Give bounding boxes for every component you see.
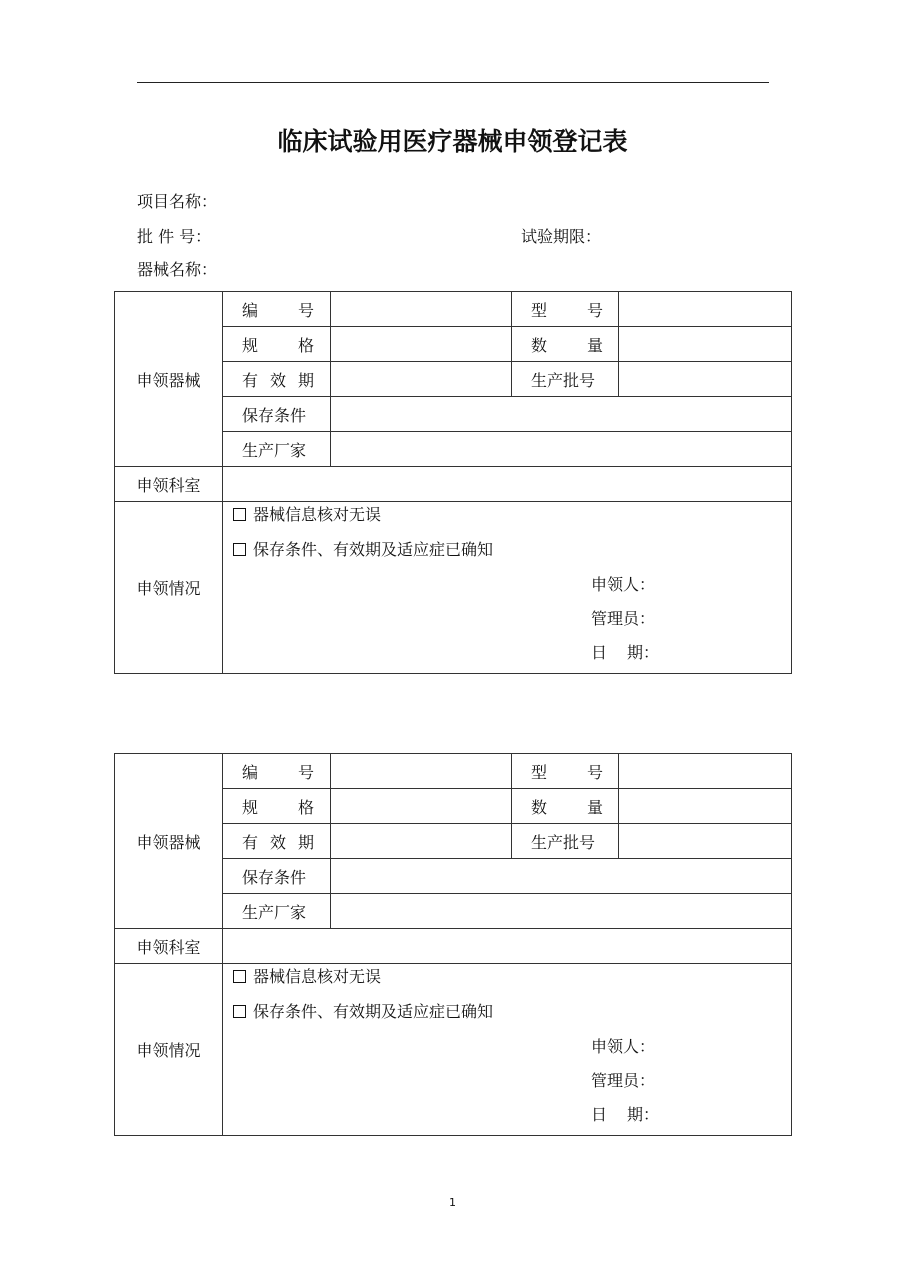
expiry-label: 有 效 期 xyxy=(223,824,331,859)
date-label: 日 期： xyxy=(591,643,660,662)
manufacturer-label: 生产厂家 xyxy=(223,894,331,929)
date-label: 日 期： xyxy=(591,1105,660,1124)
spec-value[interactable] xyxy=(331,327,512,362)
check-item-device-info[interactable]: 器械信息核对无误 xyxy=(233,967,381,987)
spec-value[interactable] xyxy=(331,789,512,824)
checkbox-icon[interactable] xyxy=(233,1005,246,1018)
model-label: 型 号 xyxy=(512,292,619,327)
model-label: 型 号 xyxy=(512,754,619,789)
check-item-storage[interactable]: 保存条件、有效期及适应症已确知 xyxy=(233,540,493,560)
status-cell xyxy=(223,502,792,674)
storage-value[interactable] xyxy=(331,859,792,894)
department-label: 申领科室 xyxy=(115,929,223,964)
manufacturer-value[interactable] xyxy=(331,894,792,929)
manager-label: 管理员： xyxy=(591,609,656,628)
production-batch-value[interactable] xyxy=(619,362,792,397)
checkbox-icon[interactable] xyxy=(233,970,246,983)
code-label: 编 号 xyxy=(223,292,331,327)
quantity-label: 数 量 xyxy=(512,789,619,824)
production-batch-label: 生产批号 xyxy=(512,824,619,859)
requisition-table-1 xyxy=(114,291,792,674)
applicant-label: 申领人： xyxy=(591,1037,656,1056)
quantity-label: 数 量 xyxy=(512,327,619,362)
check-item-device-info[interactable]: 器械信息核对无误 xyxy=(233,505,381,525)
department-value[interactable] xyxy=(223,467,792,502)
storage-label: 保存条件 xyxy=(223,859,331,894)
quantity-value[interactable] xyxy=(619,789,792,824)
storage-value[interactable] xyxy=(331,397,792,432)
status-section-label: 申领情况 xyxy=(115,964,223,1136)
storage-label: 保存条件 xyxy=(223,397,331,432)
spec-label: 规 格 xyxy=(223,327,331,362)
device-section-label: 申领器械 xyxy=(115,754,223,929)
model-value[interactable] xyxy=(619,292,792,327)
batch-number-label: 批 件 号： xyxy=(137,227,212,246)
checkbox-icon[interactable] xyxy=(233,543,246,556)
requisition-table-2 xyxy=(114,753,792,1136)
manager-label: 管理员： xyxy=(591,1071,656,1090)
page-number: 1 xyxy=(449,1196,456,1209)
page-title: 临床试验用医疗器械申领登记表 xyxy=(277,127,628,156)
production-batch-value[interactable] xyxy=(619,824,792,859)
status-section-label: 申领情况 xyxy=(115,502,223,674)
checkbox-icon[interactable] xyxy=(233,508,246,521)
quantity-value[interactable] xyxy=(619,327,792,362)
project-name-label: 项目名称： xyxy=(137,192,218,211)
manufacturer-label: 生产厂家 xyxy=(223,432,331,467)
manufacturer-value[interactable] xyxy=(331,432,792,467)
trial-period-label: 试验期限： xyxy=(521,227,602,246)
code-label: 编 号 xyxy=(223,754,331,789)
model-value[interactable] xyxy=(619,754,792,789)
status-cell xyxy=(223,964,792,1136)
code-value[interactable] xyxy=(331,754,512,789)
header-rule xyxy=(137,82,769,83)
expiry-value[interactable] xyxy=(331,362,512,397)
expiry-label: 有 效 期 xyxy=(223,362,331,397)
spec-label: 规 格 xyxy=(223,789,331,824)
department-label: 申领科室 xyxy=(115,467,223,502)
code-value[interactable] xyxy=(331,292,512,327)
check-item-storage[interactable]: 保存条件、有效期及适应症已确知 xyxy=(233,1002,493,1022)
applicant-label: 申领人： xyxy=(591,575,656,594)
device-section-label: 申领器械 xyxy=(115,292,223,467)
production-batch-label: 生产批号 xyxy=(512,362,619,397)
expiry-value[interactable] xyxy=(331,824,512,859)
device-name-label: 器械名称： xyxy=(137,260,218,279)
department-value[interactable] xyxy=(223,929,792,964)
